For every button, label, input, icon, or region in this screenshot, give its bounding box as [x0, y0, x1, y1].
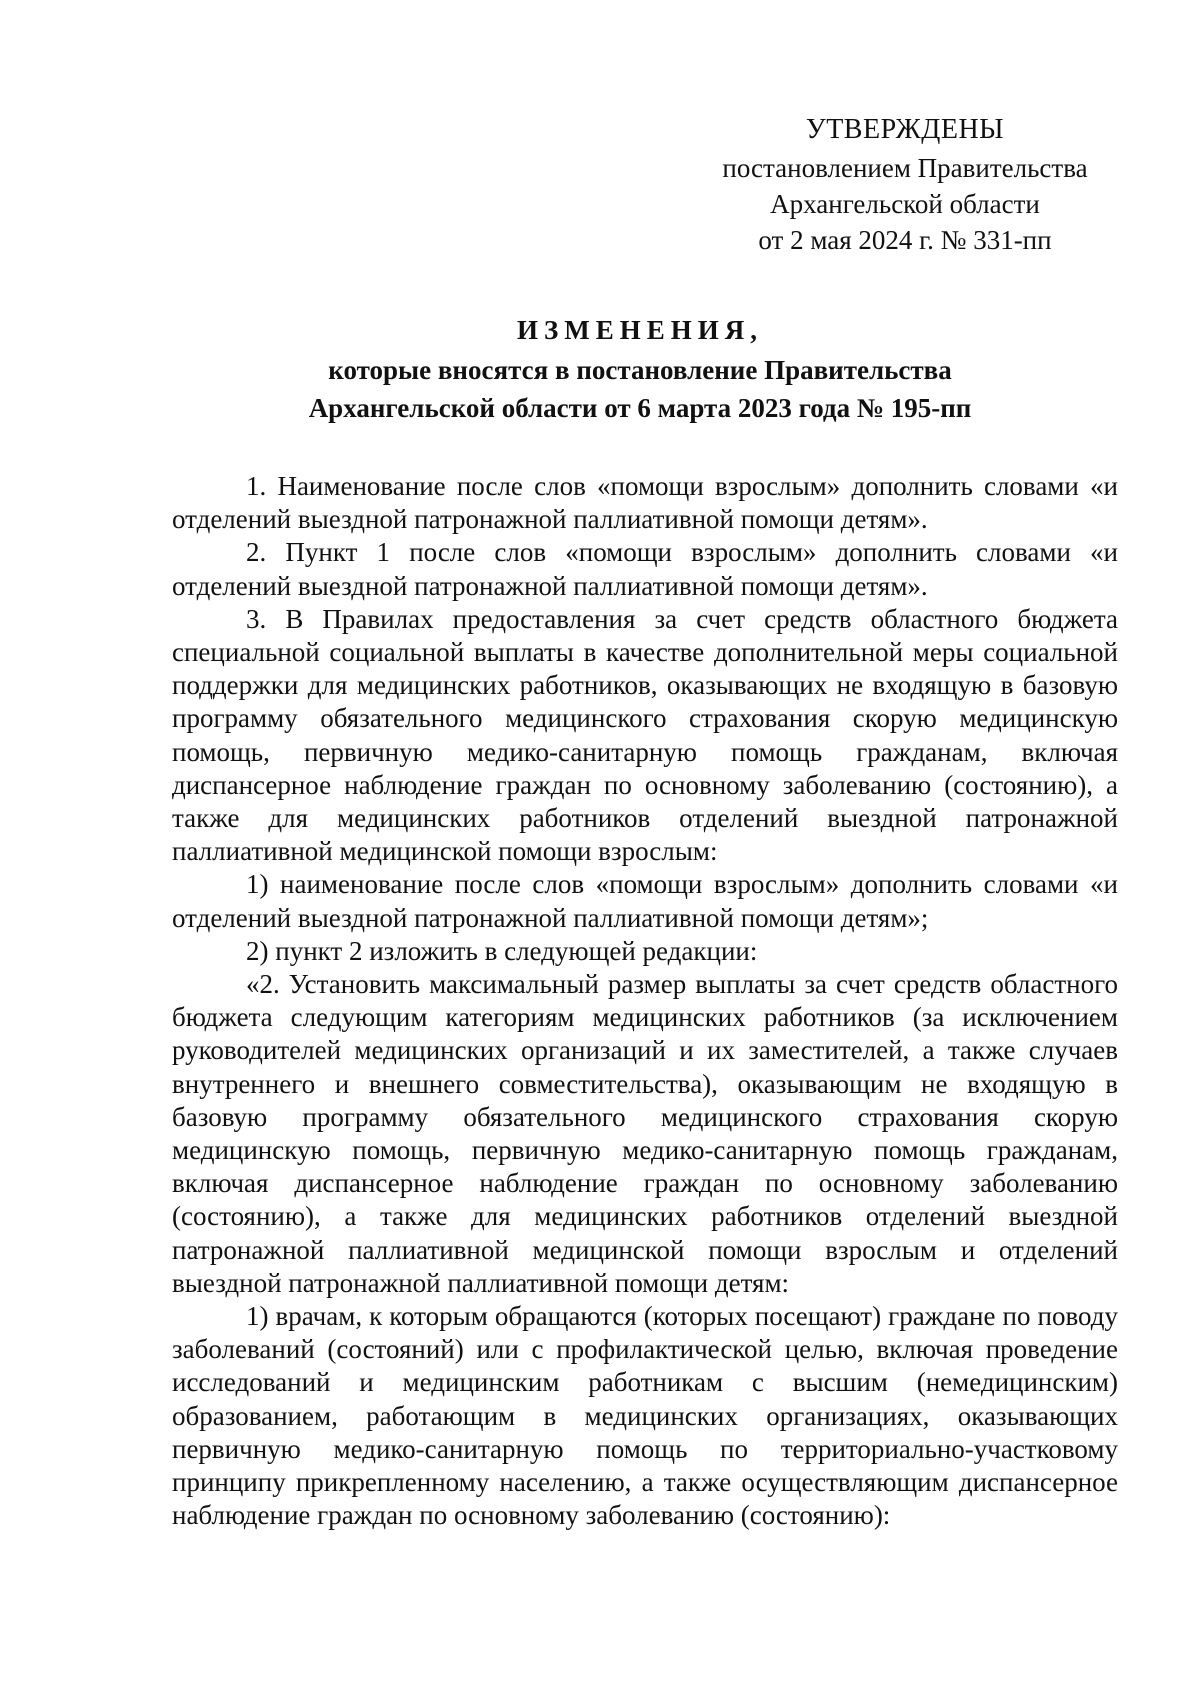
- paragraph-new-wording-point-2: «2. Установить максимальный размер выплаты за счет средств областного бюджета следующим категориям медицинских работников (за исключением руководителей медицинских организаций и их заместителей, а также случаев внутреннего и внешнего совместительства), оказывающим не входящую в базовую программу обязательного медицинского страхования скорую медицинскую помощь, первичную медико-санитарную помощь гражданам, включая диспансерное наблюдение граждан по основному заболеванию (состоянию), а также для медицинских работников отделений выездной патронажной паллиативной медицинской помощи взрослым и отделений выездной патронажной паллиативной помощи детям:: [172, 969, 1118, 1298]
- heading-subtitle-line-1: которые вносятся в постановление Правительства: [328, 355, 952, 385]
- approval-line-date-number: от 2 мая 2024 г. № 331-пп: [758, 225, 1052, 255]
- document-heading: [170, 311, 1110, 427]
- paragraph-item-3: 3. В Правилах предоставления за счет средств областного бюджета специальной социальной выплаты в качестве дополнительной меры социальной поддержки для медицинских работников, оказывающих не входящую в базовую программу обязательного медицинского страхования скорую медицинскую помощь, первичную медико-санитарную помощь гражданам, включая диспансерное наблюдение граждан по основному заболеванию (состоянию), а также для медицинских работников отделений выездной патронажной паллиативной медицинской помощи взрослым:: [172, 603, 1118, 867]
- document-body: [172, 470, 1118, 1533]
- heading-title: ИЗМЕНЕНИЯ,: [516, 315, 763, 345]
- paragraph-item-2: 2. Пункт 1 после слов «помощи взрослым» дополнить словами «и отделений выездной патронажной паллиативной помощи детям».: [172, 537, 1118, 601]
- paragraph-subitem-3-1: 1) наименование после слов «помощи взрослым» дополнить словами «и отделений выездной патронажной паллиативной помощи детям»;: [172, 869, 1118, 933]
- heading-subtitle-line-2: Архангельской области от 6 марта 2023 года № 195-пп: [308, 393, 972, 423]
- approval-stamp-block: [690, 112, 1120, 258]
- approval-title: УТВЕРЖДЕНЫ: [805, 114, 1005, 145]
- approval-line-region: Архангельской области: [770, 189, 1040, 219]
- paragraph-point-2-subitem-1: 1) врачам, к которым обращаются (которых посещают) граждане по поводу заболеваний (состояний) или с профилактической целью, включая проведение исследований и медицинским работникам с высшим (немедицинским) образованием, работающим в медицинских организациях, оказывающих первичную медико-санитарную помощь по территориально-участковому принципу прикрепленному населению, а также осуществляющим диспансерное наблюдение граждан по основному заболеванию (состоянию):: [172, 1301, 1118, 1531]
- approval-line-resolution: постановлением Правительства: [722, 153, 1088, 183]
- paragraph-item-1: 1. Наименование после слов «помощи взрослым» дополнить словами «и отделений выездной патронажной паллиативной помощи детям».: [172, 471, 1118, 535]
- paragraph-subitem-3-2: 2) пункт 2 изложить в следующей редакции:: [246, 935, 758, 966]
